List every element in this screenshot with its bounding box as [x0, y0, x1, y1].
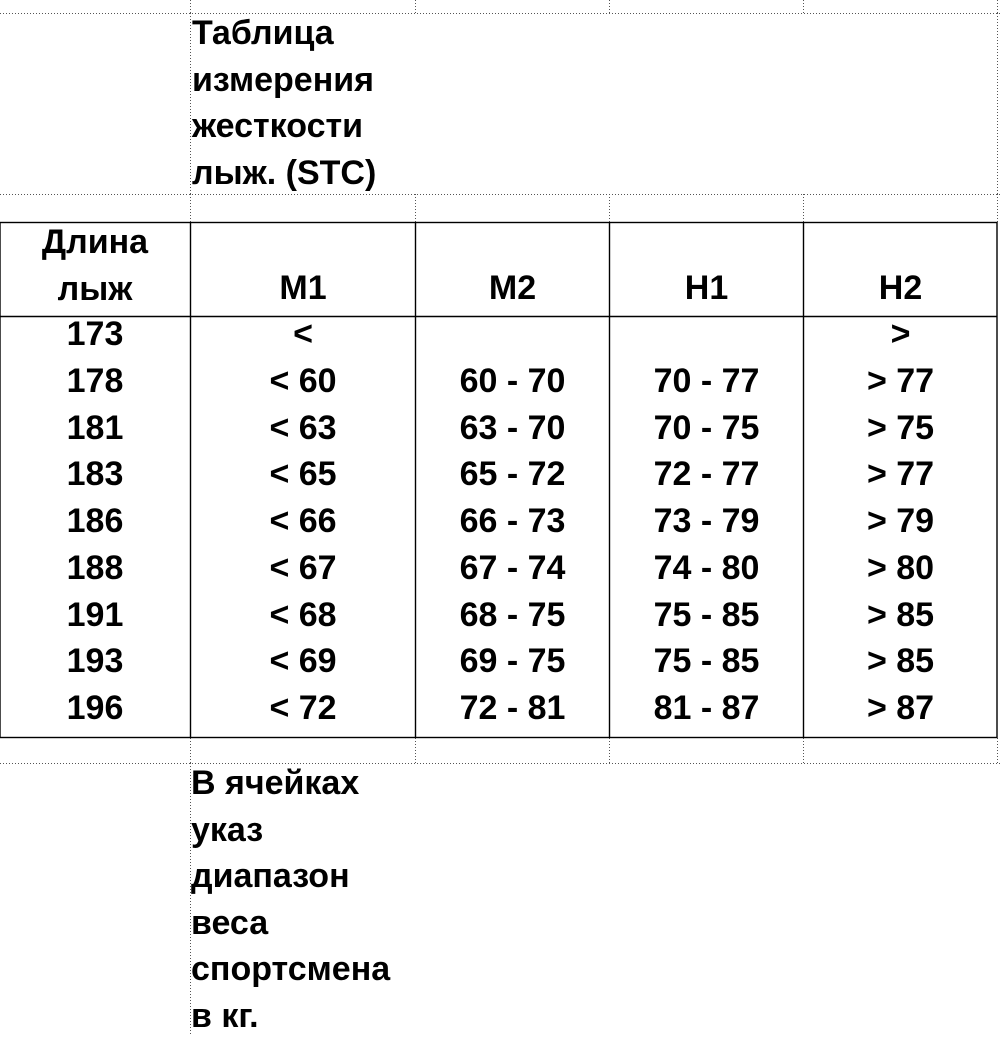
cell-h1: 74 - 80: [610, 545, 803, 591]
header-m1: M1: [191, 265, 415, 311]
cell-m2: 65 - 72: [416, 451, 609, 497]
cell-h2: > 87: [804, 685, 997, 731]
header-length-line: лыж: [0, 266, 190, 313]
cell-h1: 75 - 85: [610, 638, 803, 684]
header-h1: H1: [610, 265, 803, 311]
cell-h1: 75 - 85: [610, 592, 803, 638]
cell-m1: < 66: [191, 498, 415, 544]
cell-h1: 72 - 77: [610, 451, 803, 497]
cell-m2: 66 - 73: [416, 498, 609, 544]
header-m2: M2: [416, 265, 609, 311]
cell-length: 196: [0, 685, 190, 731]
cell-m2: 67 - 74: [416, 545, 609, 591]
title-line: Таблица: [192, 10, 376, 57]
cell-length: 191: [0, 592, 190, 638]
cell-m1: < 68: [191, 592, 415, 638]
cell-h1: 70 - 75: [610, 405, 803, 451]
note-line: диапазон: [191, 853, 390, 900]
sheet-title: [192, 10, 376, 196]
cell-h2: > 77: [804, 358, 997, 404]
cell-h1: 81 - 87: [610, 685, 803, 731]
cell-m2: 60 - 70: [416, 358, 609, 404]
cell-h2: >: [804, 311, 997, 357]
title-line: лыж. (STC): [192, 150, 376, 197]
cell-length: 173: [0, 311, 190, 357]
note-line: в кг.: [191, 993, 390, 1039]
cell-h2: > 85: [804, 638, 997, 684]
cell-length: 186: [0, 498, 190, 544]
cell-m2: 72 - 81: [416, 685, 609, 731]
cell-m1: < 63: [191, 405, 415, 451]
cell-m1: < 69: [191, 638, 415, 684]
cell-length: 181: [0, 405, 190, 451]
cell-length: 193: [0, 638, 190, 684]
note-line: В ячейках: [191, 760, 390, 807]
cell-m1: < 67: [191, 545, 415, 591]
note-line: спортсмена: [191, 946, 390, 993]
cell-m1: < 65: [191, 451, 415, 497]
cell-h2: > 80: [804, 545, 997, 591]
title-line: жесткости: [192, 103, 376, 150]
note-line: веса: [191, 900, 390, 947]
cell-m2: 63 - 70: [416, 405, 609, 451]
cell-h1: 70 - 77: [610, 358, 803, 404]
cell-h2: > 77: [804, 451, 997, 497]
note-text: [191, 760, 390, 1039]
cell-h1: 73 - 79: [610, 498, 803, 544]
note-line: указ: [191, 807, 390, 854]
header-h2: H2: [804, 265, 997, 311]
cell-length: 188: [0, 545, 190, 591]
cell-m1: < 72: [191, 685, 415, 731]
title-line: измерения: [192, 57, 376, 104]
cell-h2: > 85: [804, 592, 997, 638]
cell-h2: > 79: [804, 498, 997, 544]
cell-h2: > 75: [804, 405, 997, 451]
header-length: [0, 219, 190, 312]
cell-m2: 69 - 75: [416, 638, 609, 684]
cell-m1: <: [191, 311, 415, 357]
cell-length: 183: [0, 451, 190, 497]
cell-m2: 68 - 75: [416, 592, 609, 638]
header-length-line: Длина: [0, 219, 190, 266]
cell-m1: < 60: [191, 358, 415, 404]
cell-length: 178: [0, 358, 190, 404]
